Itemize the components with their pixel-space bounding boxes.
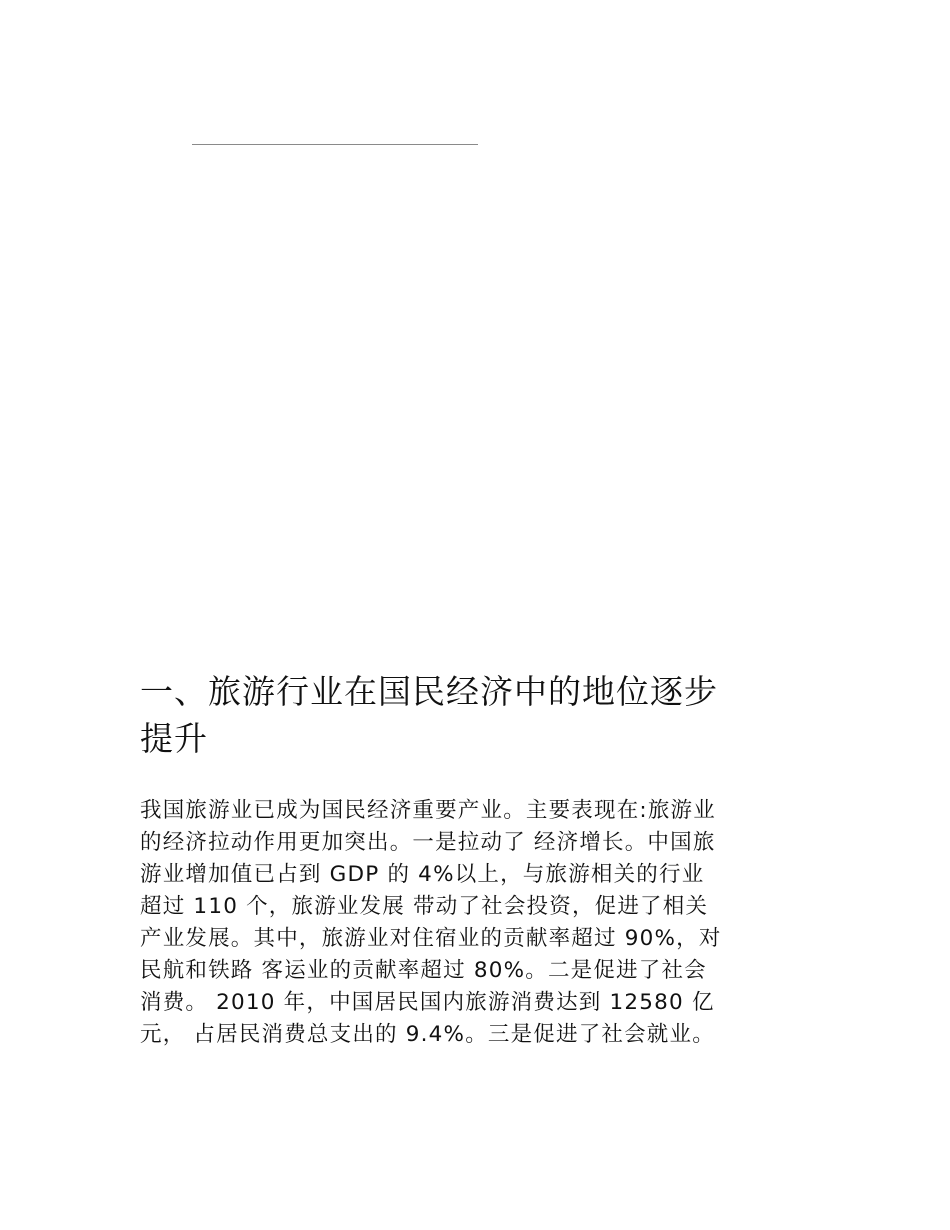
body-line: 民航和铁路 客运业的贡献率超过 80%。二是促进了社会	[140, 958, 707, 983]
body-paragraph	[140, 795, 840, 1051]
body-line: 超过 110 个，旅游业发展 带动了社会投资，促进了相关	[140, 894, 709, 919]
body-line: 我国旅游业已成为国民经济重要产业。主要表现在:旅游业	[140, 798, 716, 823]
section-heading-line-1: 一、旅游行业在国民经济中的地位逐步	[140, 672, 718, 711]
body-line: 游业增加值已占到 GDP 的 4%以上，与旅游相关的行业	[140, 862, 705, 887]
body-line: 的经济拉动作用更加突出。一是拉动了 经济增长。中国旅	[140, 830, 716, 855]
section-heading-line-2: 提升	[140, 719, 208, 758]
body-line: 元， 占居民消费总支出的 9.4%。三是促进了社会就业。	[140, 1022, 715, 1047]
body-line: 消费。 2010 年，中国居民国内旅游消费达到 12580 亿	[140, 990, 715, 1015]
section-heading	[140, 668, 820, 762]
body-line: 产业发展。其中，旅游业对住宿业的贡献率超过 90%，对	[140, 926, 722, 951]
top-divider-line	[192, 144, 478, 145]
